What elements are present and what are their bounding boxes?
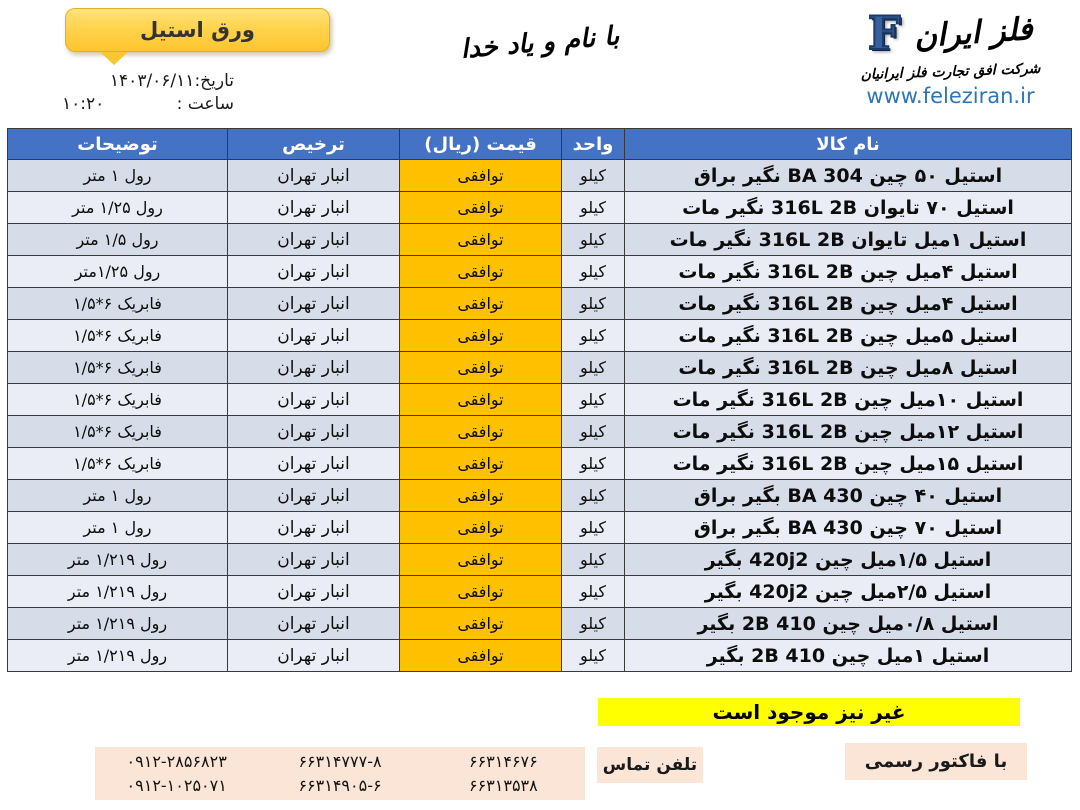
table-row xyxy=(8,352,1072,384)
note-cell: رول ۱/۲۵متر xyxy=(8,256,228,288)
phone-number: ۰۹۱۲-۱۰۲۵۰۷۱ xyxy=(126,775,227,795)
clearance-cell: انبار تهران xyxy=(228,160,400,192)
product-name-cell: استیل ۴میل چین 316L 2B نگیر مات xyxy=(625,256,1072,288)
note-cell: رول ۱ متر xyxy=(8,160,228,192)
clearance-cell: انبار تهران xyxy=(228,416,400,448)
clearance-cell: انبار تهران xyxy=(228,480,400,512)
unit-cell: کیلو xyxy=(562,448,625,480)
product-name-cell: استیل ۱میل چین 410 2B بگیر xyxy=(625,640,1072,672)
product-name-cell: استیل ۱۰میل چین 316L 2B نگیر مات xyxy=(625,384,1072,416)
table-row xyxy=(8,576,1072,608)
phone-number: ۶۶۳۱۴۶۷۶ xyxy=(468,751,538,771)
clearance-cell: انبار تهران xyxy=(228,512,400,544)
product-name-cell: استیل ۸میل چین 316L 2B نگیر مات xyxy=(625,352,1072,384)
note-cell: رول ۱/۲۱۹ متر xyxy=(8,608,228,640)
header-notes: توضیحات xyxy=(8,129,228,160)
header-product-name: نام کالا xyxy=(625,129,1072,160)
table-row xyxy=(8,256,1072,288)
price-cell: توافقی xyxy=(400,352,562,384)
note-cell: فابریک ۶*۱/۵ xyxy=(8,416,228,448)
phone-contact-label: تلفن تماس xyxy=(597,747,703,783)
phone-number: ۶۶۳۱۳۵۳۸ xyxy=(468,775,538,795)
table-row xyxy=(8,160,1072,192)
unit-cell: کیلو xyxy=(562,384,625,416)
unit-cell: کیلو xyxy=(562,256,625,288)
price-cell: توافقی xyxy=(400,480,562,512)
unit-cell: کیلو xyxy=(562,288,625,320)
clearance-cell: انبار تهران xyxy=(228,320,400,352)
note-cell: فابریک ۶*۱/۵ xyxy=(8,320,228,352)
product-name-cell: استیل ۴میل چین 316L 2B نگیر مات xyxy=(625,288,1072,320)
price-cell: توافقی xyxy=(400,608,562,640)
time-line xyxy=(62,93,234,116)
clearance-cell: انبار تهران xyxy=(228,352,400,384)
unit-cell: کیلو xyxy=(562,416,625,448)
product-name-cell: استیل ۵۰ چین 304 BA نگیر براق xyxy=(625,160,1072,192)
table-row xyxy=(8,288,1072,320)
price-cell: توافقی xyxy=(400,416,562,448)
phone-number: ۶۶۳۱۴۷۷۷-۸ xyxy=(298,751,382,771)
availability-note: غیر نیز موجود است xyxy=(598,698,1020,726)
price-cell: توافقی xyxy=(400,288,562,320)
product-name-cell: استیل ۱/۵میل چین 420j2 بگیر xyxy=(625,544,1072,576)
unit-cell: کیلو xyxy=(562,640,625,672)
clearance-cell: انبار تهران xyxy=(228,288,400,320)
note-cell: رول ۱/۲۱۹ متر xyxy=(8,576,228,608)
note-cell: فابریک ۶*۱/۵ xyxy=(8,448,228,480)
note-cell: رول ۱/۲۵ متر xyxy=(8,192,228,224)
clearance-cell: انبار تهران xyxy=(228,384,400,416)
table-row xyxy=(8,320,1072,352)
table-row xyxy=(8,448,1072,480)
table-row xyxy=(8,640,1072,672)
phone-number: ۶۶۳۱۴۹۰۵-۶ xyxy=(298,775,382,795)
table-row xyxy=(8,416,1072,448)
table-row xyxy=(8,480,1072,512)
sheet-type-badge xyxy=(65,8,330,52)
phone-row xyxy=(95,750,585,774)
price-cell: توافقی xyxy=(400,576,562,608)
time-label: ساعت : xyxy=(176,94,234,114)
unit-cell: کیلو xyxy=(562,544,625,576)
note-cell: رول ۱/۲۱۹ متر xyxy=(8,544,228,576)
header-clearance: ترخیص xyxy=(228,129,400,160)
price-table-body xyxy=(8,160,1072,672)
official-invoice-label: با فاکتور رسمی xyxy=(845,743,1027,780)
price-cell: توافقی xyxy=(400,384,562,416)
unit-cell: کیلو xyxy=(562,352,625,384)
unit-cell: کیلو xyxy=(562,160,625,192)
table-row xyxy=(8,192,1072,224)
clearance-cell: انبار تهران xyxy=(228,544,400,576)
bismillah-calligraphy: با نام و یاد خدا xyxy=(459,21,621,65)
price-cell: توافقی xyxy=(400,448,562,480)
badge-tail-shape xyxy=(100,52,128,65)
clearance-cell: انبار تهران xyxy=(228,448,400,480)
clearance-cell: انبار تهران xyxy=(228,224,400,256)
unit-cell: کیلو xyxy=(562,192,625,224)
unit-cell: کیلو xyxy=(562,480,625,512)
price-cell: توافقی xyxy=(400,544,562,576)
clearance-cell: انبار تهران xyxy=(228,256,400,288)
price-cell: توافقی xyxy=(400,256,562,288)
phone-numbers-box xyxy=(95,747,585,800)
product-name-cell: استیل ۴۰ چین 430 BA بگیر براق xyxy=(625,480,1072,512)
price-table xyxy=(7,128,1072,672)
brand-name: فلز ایران xyxy=(913,10,1035,56)
website-link[interactable]: www.feleziran.ir xyxy=(866,84,1035,108)
time-value: ۱۰:۲۰ xyxy=(62,94,105,114)
date-time-block xyxy=(62,70,234,116)
phone-row xyxy=(95,774,585,798)
clearance-cell: انبار تهران xyxy=(228,640,400,672)
note-cell: فابریک ۶*۱/۵ xyxy=(8,384,228,416)
note-cell: رول ۱/۵ متر xyxy=(8,224,228,256)
price-cell: توافقی xyxy=(400,320,562,352)
brand-block xyxy=(833,4,1068,108)
table-row xyxy=(8,224,1072,256)
product-name-cell: استیل ۱۲میل چین 316L 2B نگیر مات xyxy=(625,416,1072,448)
phone-number: ۰۹۱۲-۲۸۵۶۸۲۳ xyxy=(126,751,227,771)
date-line: تاریخ:۱۴۰۳/۰۶/۱۱ xyxy=(109,71,234,91)
header-row xyxy=(8,129,1072,160)
note-cell: فابریک ۶*۱/۵ xyxy=(8,288,228,320)
clearance-cell: انبار تهران xyxy=(228,608,400,640)
price-cell: توافقی xyxy=(400,192,562,224)
table-row xyxy=(8,544,1072,576)
table-row xyxy=(8,608,1072,640)
price-table-header xyxy=(8,129,1072,160)
header-unit: واحد xyxy=(562,129,625,160)
table-row xyxy=(8,512,1072,544)
note-cell: رول ۱/۲۱۹ متر xyxy=(8,640,228,672)
brand-subtitle: شرکت افق تجارت فلز ایرانیان xyxy=(860,60,1041,84)
unit-cell: کیلو xyxy=(562,608,625,640)
price-cell: توافقی xyxy=(400,640,562,672)
product-name-cell: استیل ۰/۸میل چین 410 2B بگیر xyxy=(625,608,1072,640)
product-name-cell: استیل ۷۰ تایوان 316L 2B نگیر مات xyxy=(625,192,1072,224)
table-row xyxy=(8,384,1072,416)
product-name-cell: استیل ۱۵میل چین 316L 2B نگیر مات xyxy=(625,448,1072,480)
price-cell: توافقی xyxy=(400,224,562,256)
unit-cell: کیلو xyxy=(562,320,625,352)
product-name-cell: استیل ۵میل چین 316L 2B نگیر مات xyxy=(625,320,1072,352)
price-cell: توافقی xyxy=(400,160,562,192)
note-cell: رول ۱ متر xyxy=(8,512,228,544)
unit-cell: کیلو xyxy=(562,576,625,608)
header-price: قیمت (ریال) xyxy=(400,129,562,160)
note-cell: رول ۱ متر xyxy=(8,480,228,512)
product-name-cell: استیل ۱میل تایوان 316L 2B نگیر مات xyxy=(625,224,1072,256)
clearance-cell: انبار تهران xyxy=(228,192,400,224)
price-cell: توافقی xyxy=(400,512,562,544)
clearance-cell: انبار تهران xyxy=(228,576,400,608)
product-name-cell: استیل ۷۰ چین 430 BA بگیر براق xyxy=(625,512,1072,544)
company-logo-f-icon: F xyxy=(867,6,901,60)
unit-cell: کیلو xyxy=(562,512,625,544)
sheet-type-label: ورق استیل xyxy=(140,18,255,42)
product-name-cell: استیل ۲/۵میل چین 420j2 بگیر xyxy=(625,576,1072,608)
brand-row xyxy=(833,4,1068,62)
note-cell: فابریک ۶*۱/۵ xyxy=(8,352,228,384)
unit-cell: کیلو xyxy=(562,224,625,256)
